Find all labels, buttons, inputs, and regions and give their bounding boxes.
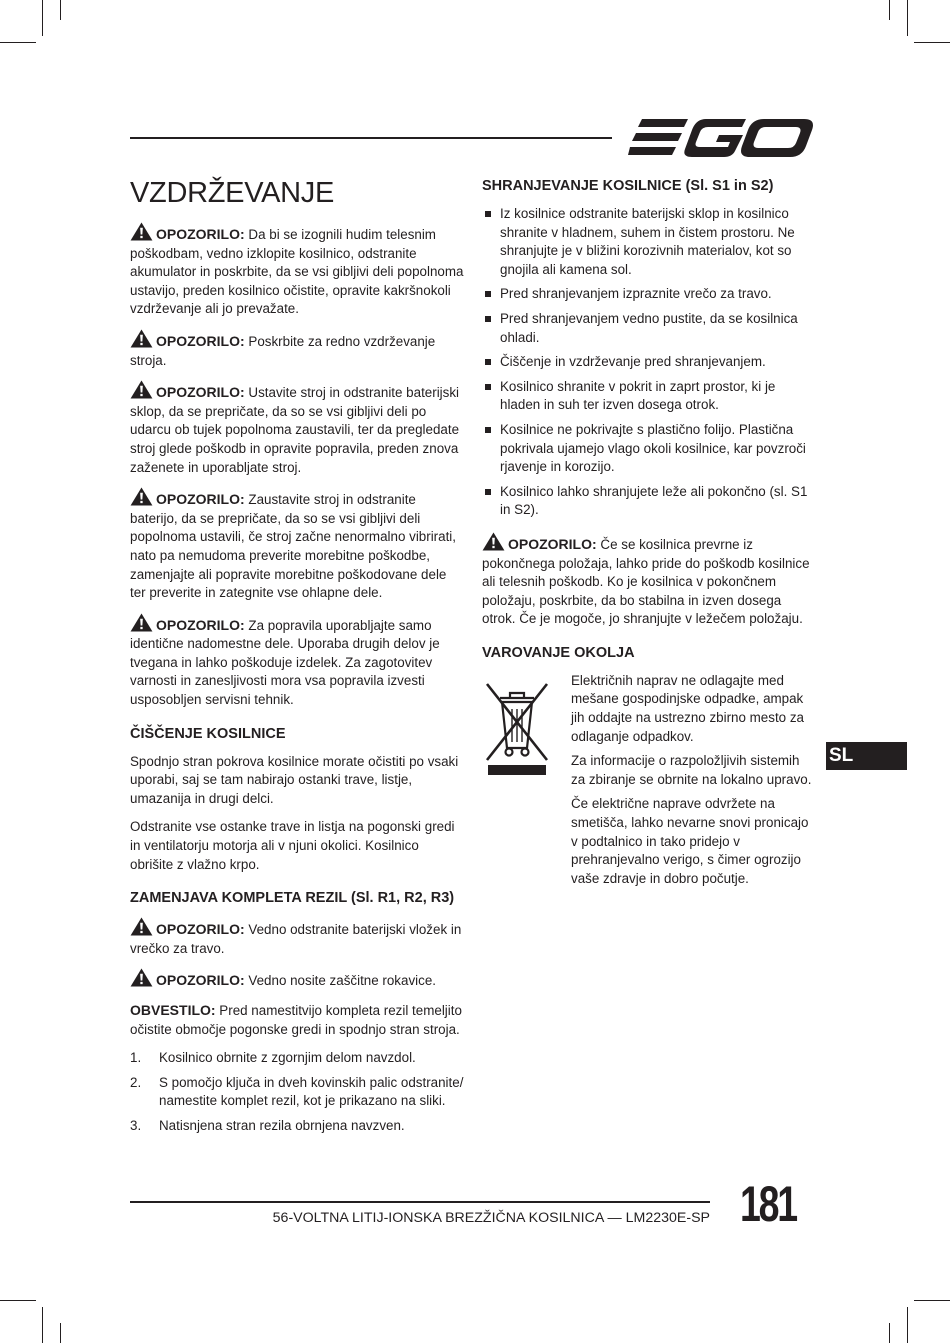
crop-mark [42,0,43,36]
warning-paragraph [130,487,465,603]
crop-mark [889,0,890,20]
warning-label: OPOZORILO: [156,921,245,938]
notice-label: OBVESTILO: [130,1002,216,1018]
warning-icon [130,222,153,241]
left-column [130,176,465,1142]
section-heading-blade: ZAMENJAVA KOMPLETA REZIL (Sl. R1, R2, R3) [130,890,455,907]
warning-text: Zaustavite stroj in odstranite baterijo, da se prepričate, da so se vsi gibljivi deli popolnoma ustavili, če stroj začne nenormalno vibrirati, nato pa nemudoma preverite morebitne poškodbe, zamenjajte ali popravite morebitne poškodovane dele ter preverite in zategnite vse ohlapne dele. [130,492,456,601]
section-heading-cleaning: ČIŠČENJE KOSILNICE [130,725,286,742]
list-item [482,310,817,347]
environment-text [558,672,817,895]
section-heading-environment: VAROVANJE OKOLJA [482,644,635,661]
header-rule [130,137,612,139]
warning-text: Če se kosilnica prevrne iz pokončnega položaja, lahko pride do poškodb kosilnice ali telesnih poškodb. Ko je kosilnica v pokončnem položaju, poskrbite, da bo stabilna in izven dosega otrok. Če je mogoče, jo shranjujte v ležečem položaju. [482,536,810,627]
warning-paragraph [130,329,465,370]
warning-icon [130,380,153,399]
environment-block [482,672,817,895]
square-bullet-icon [485,427,491,433]
square-bullet-icon [485,384,491,390]
list-item-text: Pred shranjevanjem vedno pustite, da se kosilnica ohladi. [500,310,798,345]
crop-mark [60,0,61,20]
warning-paragraph [130,222,465,319]
square-bullet-icon [485,211,491,217]
list-item-text: Iz kosilnice odstranite baterijski sklop in kosilnico shranite v hladnem, suhem in čistem prostoru. Ne shranjujte je v bližini korozivnih materialov, kot so gnojila ali kamena sol. [500,206,795,277]
warning-label: OPOZORILO: [156,226,245,242]
square-bullet-icon [485,489,491,495]
warning-text: Poskrbite za redno vzdrževanje stroja. [130,333,436,368]
body-paragraph: Za informacije o razpoložljivih sistemih za zbiranje se obrnite na lokalno upravo. [571,753,812,787]
steps-list [130,1049,465,1135]
crop-mark [907,0,908,36]
crop-mark [60,1323,61,1343]
warning-label: OPOZORILO: [508,535,597,552]
warning-text: Vedno nosite zaščitne rokavice. [248,973,436,989]
warning-text: Ustavite stroj in odstranite baterijski sklop, da se prepričate, da so se vsi gibljivi deli po udarcu ob tujek popolnoma zaustavili, ter da pregledate stroj glede poškodb in opravite popravila, preden znova zaženete in uporabljate stroj. [130,385,460,475]
warning-icon [482,532,505,551]
warning-paragraph [130,968,465,991]
list-item-text: Pred shranjevanjem izpraznite vrečo za travo. [500,286,772,302]
storage-list [482,205,817,520]
crop-mark [907,1307,908,1343]
crop-mark [914,1300,950,1301]
list-item-text: Kosilnico lahko shranjujete leže ali pokončno (sl. S1 in S2). [500,483,808,518]
step-number: 3. [130,1117,142,1133]
crop-mark [42,1307,43,1343]
body-paragraph: Spodnjo stran pokrova kosilnice morate očistiti po vsaki uporabi, saj se tam nabirajo ostanki trave, listje, umazanija in drugi delci. [130,753,459,806]
footer-rule [130,1201,710,1203]
section-heading-storage: SHRANJEVANJE KOSILNICE (Sl. S1 in S2) [482,178,774,194]
warning-icon [130,487,153,506]
warning-icon [130,613,153,632]
step-number: 1. [130,1050,142,1066]
warning-text: Za popravila uporabljajte samo identične nadomestne dele. Uporaba drugih delov je tvegana in lahko poškoduje izdelek. Za zagotovitev varnosti in zanesljivosti mora vsa popravila izvesti usposobljen servisni tehnik. [130,617,440,708]
square-bullet-icon [485,316,491,322]
list-item [482,353,817,372]
list-item [482,483,817,520]
weee-crossed-bin-icon [482,672,558,895]
page-title: VZDRŽEVANJE [130,177,335,209]
warning-icon [130,968,153,987]
language-tab: SL [826,742,907,770]
warning-label: OPOZORILO: [156,972,245,989]
warning-label: OPOZORILO: [156,491,245,508]
warning-paragraph [130,917,465,958]
list-item-text: Kosilnice ne pokrivajte s plastično folijo. Plastična pokrivala ujamejo vlago okoli kosilnice, kar povzroči rjavenje in korozijo. [500,421,806,475]
list-item [130,1074,465,1111]
right-column [482,176,817,894]
list-item-text: Kosilnico shranite v pokrit in zaprt prostor, ki je hladen in suh ter izven dosega otrok. [500,378,776,413]
list-item [482,285,817,304]
crop-mark [914,42,950,43]
list-item [130,1049,465,1068]
warning-paragraph [130,613,465,710]
warning-paragraph [482,532,817,629]
warning-paragraph [130,380,465,477]
crop-mark [0,42,36,43]
warning-label: OPOZORILO: [156,384,245,401]
warning-label: OPOZORILO: [156,616,245,633]
list-item [482,205,817,279]
footer-text: 56-VOLTNA LITIJ-IONSKA BREZŽIČNA KOSILNICA — LM2230E-SP [272,1210,710,1226]
step-text: Natisnjena stran rezila obrnjena navzven. [159,1117,405,1133]
warning-icon [130,329,153,348]
square-bullet-icon [485,291,491,297]
body-paragraph: Odstranite vse ostanke trave in listja na pogonski gredi in ventilatorju motorja ali v njuni okolici. Kosilnico obrišite z vlažno krpo. [130,819,455,872]
crop-mark [889,1323,890,1343]
warning-icon [130,917,153,936]
page-number: 181 [740,1176,796,1232]
crop-mark [0,1300,36,1301]
warning-text: Vedno odstranite baterijski vložek in vrečko za travo. [130,922,462,956]
warning-label: OPOZORILO: [156,332,245,349]
step-number: 2. [130,1074,142,1090]
list-item [130,1117,465,1136]
list-item [482,378,817,415]
list-item-text: Čiščenje in vzdrževanje pred shranjevanjem. [500,354,766,370]
body-paragraph: Električnih naprav ne odlagajte med mešane gospodinjske odpadke, ampak jih oddajte na ustrezno zbirno mesto za odlaganje odpadkov. [571,672,804,744]
ego-logo [628,118,814,158]
square-bullet-icon [485,359,491,365]
notice-text: Pred namestitvijo kompleta rezil temeljito očistite območje pogonske gredi in spodnjo stran stroja. [130,1003,462,1037]
body-paragraph: Če električne naprave odvržete na smetišča, lahko nevarne snovi pronicajo v podtalnico in tako pridejo v prehranjevalno verigo, s čimer ogrozijo vaše zdravje in dobro počutje. [571,796,809,886]
warning-text: Da bi se izognili hudim telesnim poškodbam, vedno izklopite kosilnico, odstranite akumulator in poskrbite, da se vsi gibljivi deli popolnoma ustavijo, preden kosilnico očistite, opravite kakršnokoli vzdrževanje ali jo prevažate. [130,227,464,317]
step-text: Kosilnico obrnite z zgornjim delom navzdol. [159,1050,416,1066]
list-item [482,421,817,477]
notice-paragraph [130,1001,465,1039]
step-text: S pomočjo ključa in dveh kovinskih palic odstranite/ namestite komplet rezil, kot je prikazano na sliki. [159,1074,464,1109]
